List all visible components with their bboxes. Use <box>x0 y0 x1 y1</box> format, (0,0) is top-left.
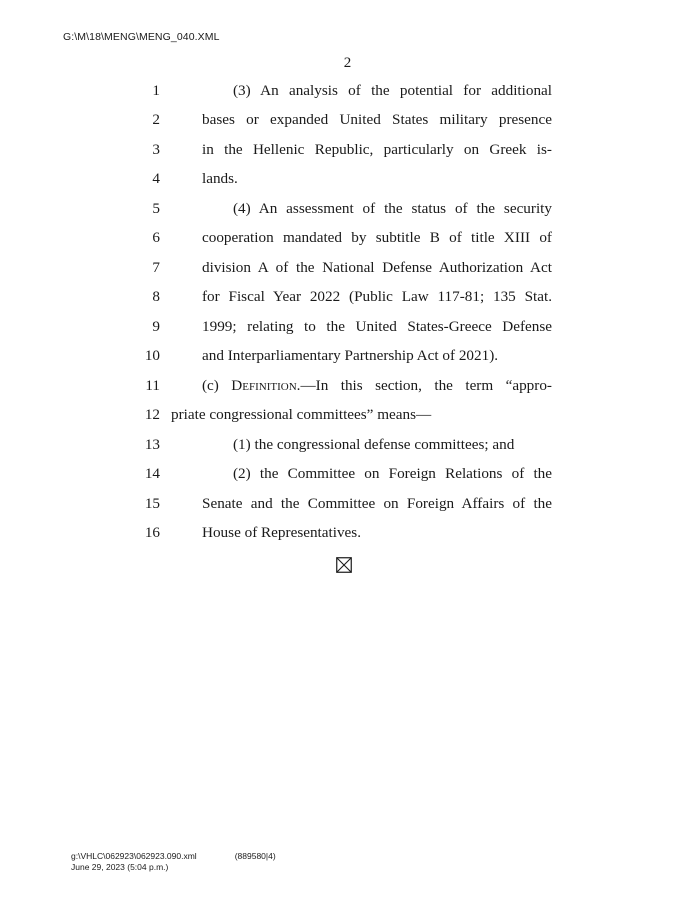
line-number: 1 <box>152 82 160 99</box>
line-text: House of Representatives. <box>202 524 362 541</box>
line-text <box>202 377 552 395</box>
line-text: and Interparliamentary Partnership Act of 2021). <box>202 347 499 364</box>
text-line <box>0 288 695 312</box>
line-number: 15 <box>144 495 160 512</box>
line-text: priate congressional committees” means— <box>171 406 432 423</box>
line-text: cooperation mandated by subtitle B of title XIII of <box>202 229 552 246</box>
line-text: 1999; relating to the United States-Greece Defense <box>202 318 552 335</box>
text-line <box>0 141 695 165</box>
end-of-document-icon <box>336 557 352 573</box>
text-line <box>0 495 695 519</box>
line-number: 8 <box>152 288 160 305</box>
line-text: in the Hellenic Republic, particularly on Greek is- <box>202 141 552 158</box>
page-number: 2 <box>343 55 352 71</box>
text-line <box>0 436 695 460</box>
text-line <box>0 200 695 224</box>
text-line <box>0 465 695 489</box>
subsection-text: .—In this section, the term “appro- <box>296 377 552 394</box>
line-text: for Fiscal Year 2022 (Public Law 117-81; 135 Stat. <box>202 288 552 305</box>
text-line <box>0 318 695 342</box>
footer-file-path: g:\VHLC\062923\062923.090.xml <box>71 851 197 861</box>
line-number: 13 <box>144 436 160 453</box>
text-line <box>0 377 695 401</box>
line-text: (3) An analysis of the potential for additional <box>233 82 552 99</box>
line-text: division A of the National Defense Authorization Act <box>202 259 552 276</box>
line-number: 9 <box>152 318 160 335</box>
line-text: Senate and the Committee on Foreign Affairs of the <box>202 495 552 512</box>
line-number: 16 <box>144 524 160 541</box>
line-number: 11 <box>145 377 160 394</box>
text-line <box>0 82 695 106</box>
line-number: 5 <box>152 200 160 217</box>
text-line <box>0 347 695 371</box>
subsection-label: (c) <box>202 377 232 394</box>
line-text: (1) the congressional defense committees; and <box>233 436 515 453</box>
line-number: 7 <box>152 259 160 276</box>
text-line <box>0 229 695 253</box>
line-text: (4) An assessment of the status of the security <box>233 200 552 217</box>
line-number: 10 <box>144 347 160 364</box>
line-text: bases or expanded United States military presence <box>202 111 552 128</box>
line-number: 12 <box>144 406 160 423</box>
line-number: 6 <box>152 229 160 246</box>
line-number: 14 <box>144 465 160 482</box>
text-line <box>0 259 695 283</box>
text-line <box>0 170 695 194</box>
line-number: 2 <box>152 111 160 128</box>
line-text: (2) the Committee on Foreign Relations of the <box>233 465 552 482</box>
text-line <box>0 524 695 548</box>
footer <box>71 851 276 873</box>
line-number: 3 <box>152 141 160 158</box>
header-file-path: G:\M\18\MENG\MENG_040.XML <box>63 31 220 43</box>
text-line <box>0 406 695 430</box>
footer-doc-id: (889580|4) <box>234 851 276 861</box>
subsection-heading: Definition <box>231 377 297 394</box>
line-text: lands. <box>202 170 238 187</box>
line-number: 4 <box>152 170 160 187</box>
footer-timestamp: June 29, 2023 (5:04 p.m.) <box>71 862 169 872</box>
text-line <box>0 111 695 135</box>
